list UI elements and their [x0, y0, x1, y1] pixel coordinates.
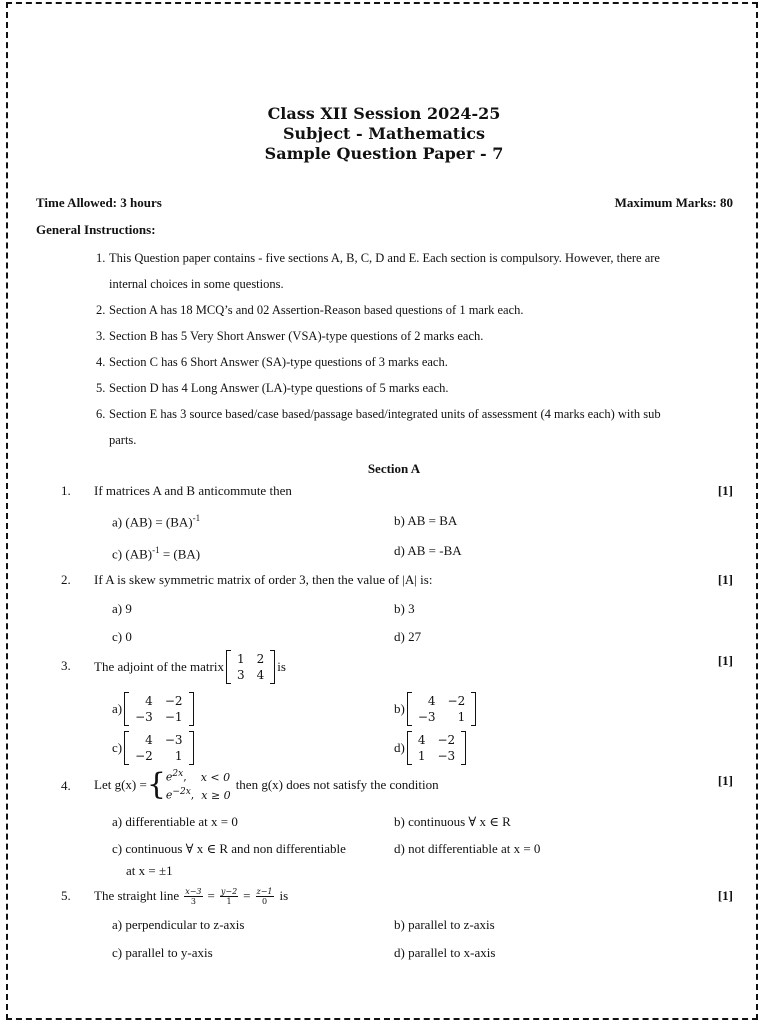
option-b — [394, 690, 478, 728]
class-session-title: Class XII Session 2024-25 — [267, 104, 501, 123]
instruction-list — [96, 245, 716, 453]
matrix-cell: 1 — [417, 749, 426, 763]
question-text: is — [279, 888, 289, 903]
instruction-item — [96, 349, 716, 375]
option-label: c) — [112, 546, 123, 562]
instruction-number: 1. — [96, 251, 106, 265]
option-a — [112, 690, 196, 728]
instruction-number: 4. — [96, 355, 106, 369]
numerator: x−3 — [185, 886, 202, 896]
option-c: c) continuous ∀ x ∈ R and non differentiable — [112, 841, 346, 856]
matrix-cell: 3 — [236, 668, 245, 682]
maximum-marks: Maximum Marks: 80 — [614, 195, 733, 210]
matrix-cell: −3 — [437, 749, 456, 763]
matrix-cell: 1 — [457, 710, 466, 724]
instruction-text: Section C has 6 Short Answer (SA)-type questions of 3 marks each. — [109, 355, 448, 369]
option-b: b) AB = BA — [394, 513, 458, 528]
option-label: d) — [394, 740, 405, 755]
instruction-continuation: internal choices in some questions. — [109, 277, 284, 291]
option-label: a) — [112, 701, 123, 716]
superscript: -1 — [152, 545, 160, 555]
matrix-cell: −3 — [164, 733, 183, 747]
option-d: d) parallel to x-axis — [394, 945, 496, 960]
question-text-line — [94, 648, 286, 686]
question-number: 3. — [61, 658, 71, 673]
matrix-cell: −2 — [135, 749, 153, 763]
matrix-cell: 1 — [236, 652, 245, 666]
question-text: If matrices A and B anticommute then — [94, 483, 292, 498]
question-number: 2. — [61, 572, 71, 587]
instruction-number: 3. — [96, 329, 106, 343]
subject-title: Subject - Mathematics — [282, 124, 486, 143]
option-d: d) AB = -BA — [394, 543, 462, 558]
given-matrix — [226, 650, 275, 684]
matrix-cell: 4 — [417, 733, 426, 747]
piecewise-cases — [166, 767, 231, 802]
question-text: then g(x) does not satisfy the condition — [235, 777, 439, 792]
option-a: a) differentiable at x = 0 — [112, 814, 238, 829]
option-b: b) parallel to z-axis — [394, 917, 495, 932]
case-comma: , — [183, 771, 187, 784]
option-matrix — [407, 731, 466, 765]
instruction-text: Section D has 4 Long Answer (LA)-type questions of 5 marks each. — [109, 381, 449, 395]
instruction-item — [96, 375, 716, 401]
option-c-continuation: at x = ±1 — [126, 863, 173, 878]
option-label: b) — [394, 701, 405, 716]
general-instructions-heading: General Instructions: — [36, 222, 156, 237]
denominator: 0 — [261, 896, 268, 906]
option-label: c) — [112, 740, 123, 755]
fraction — [184, 887, 202, 906]
instruction-number: 6. — [96, 407, 106, 421]
question-text-line — [94, 881, 288, 911]
paper-title: Sample Question Paper - 7 — [264, 144, 504, 163]
option-d: d) 27 — [394, 629, 422, 644]
fraction — [256, 887, 274, 906]
question-mark: [1] — [717, 653, 733, 668]
question-mark: [1] — [717, 483, 733, 498]
instruction-item — [96, 297, 716, 323]
option-a — [112, 513, 200, 530]
question-mark: [1] — [717, 888, 733, 903]
denominator: 1 — [226, 896, 232, 906]
piecewise-brace: { — [146, 767, 166, 802]
question-text: The straight line — [94, 888, 180, 903]
question-text-line — [94, 767, 439, 803]
question-text: is — [277, 659, 286, 674]
option-c: c) 0 — [112, 629, 132, 644]
matrix-cell: −2 — [437, 733, 456, 747]
denominator: 3 — [190, 896, 196, 906]
case-condition: x < 0 — [200, 771, 231, 784]
question-text: Let g(x) = — [94, 777, 147, 792]
option-text: (AB) = (BA) — [125, 514, 193, 530]
question-number: 4. — [61, 778, 71, 793]
fraction — [220, 887, 238, 906]
option-label: a) — [112, 514, 123, 530]
question-number: 1. — [61, 483, 71, 498]
option-text: (AB) — [125, 546, 153, 562]
option-a: a) perpendicular to z-axis — [112, 917, 245, 932]
option-matrix — [124, 731, 193, 765]
question-text: If A is skew symmetric matrix of order 3, then the value of |A| is: — [94, 572, 433, 587]
case-expression: e — [165, 771, 173, 784]
numerator: y−2 — [220, 886, 238, 896]
option-c: c) parallel to y-axis — [112, 945, 213, 960]
question-text: The adjoint of the matrix — [94, 659, 224, 674]
instruction-item — [96, 401, 716, 427]
equals-sign: = — [243, 888, 251, 903]
option-c — [112, 729, 196, 767]
question-mark: [1] — [717, 572, 733, 587]
case-condition: x ≥ 0 — [201, 788, 231, 802]
matrix-cell: 2 — [256, 652, 265, 666]
option-b: b) 3 — [394, 601, 415, 616]
equals-sign: = — [207, 888, 215, 903]
matrix-cell: −2 — [164, 694, 183, 708]
instruction-text: This Question paper contains - five sections A, B, C, D and E. Each section is compulsory. However, there are — [109, 251, 660, 265]
case-expression: e — [165, 788, 173, 802]
superscript: -1 — [192, 513, 201, 523]
matrix-cell: 4 — [145, 694, 153, 708]
option-d: d) not differentiable at x = 0 — [394, 841, 541, 856]
matrix-cell: 1 — [174, 749, 183, 763]
instruction-text: Section E has 3 source based/case based/passage based/integrated units of assessment (4 marks each) with sub — [109, 407, 661, 421]
instruction-continuation: parts. — [109, 433, 137, 447]
option-matrix — [407, 692, 476, 726]
option-b: b) continuous ∀ x ∈ R — [394, 814, 511, 829]
numerator: z−1 — [256, 886, 273, 896]
instruction-number: 2. — [96, 303, 106, 317]
matrix-cell: 4 — [256, 668, 265, 682]
matrix-cell: 4 — [427, 694, 436, 708]
instruction-number: 5. — [96, 381, 106, 395]
superscript: 2x — [172, 769, 184, 780]
option-d — [394, 729, 468, 767]
instruction-item — [96, 245, 716, 271]
option-c — [112, 545, 200, 562]
matrix-cell: 4 — [145, 733, 153, 747]
case-comma: , — [190, 788, 195, 802]
option-text: = (BA) — [159, 546, 201, 562]
matrix-cell: −3 — [417, 710, 436, 724]
question-number: 5. — [61, 888, 71, 903]
superscript: −2x — [172, 787, 191, 797]
matrix-cell: −3 — [135, 710, 153, 724]
instruction-text: Section A has 18 MCQ’s and 02 Assertion-Reason based questions of 1 mark each. — [109, 303, 524, 317]
instruction-item — [96, 323, 716, 349]
matrix-cell: −2 — [447, 694, 466, 708]
question-mark: [1] — [717, 773, 733, 788]
time-allowed: Time Allowed: 3 hours — [36, 195, 162, 210]
option-a: a) 9 — [112, 601, 132, 616]
section-heading: Section A — [367, 461, 421, 476]
instruction-text: Section B has 5 Very Short Answer (VSA)-type questions of 2 marks each. — [109, 329, 484, 343]
option-matrix — [124, 692, 193, 726]
matrix-cell: −1 — [164, 710, 183, 724]
